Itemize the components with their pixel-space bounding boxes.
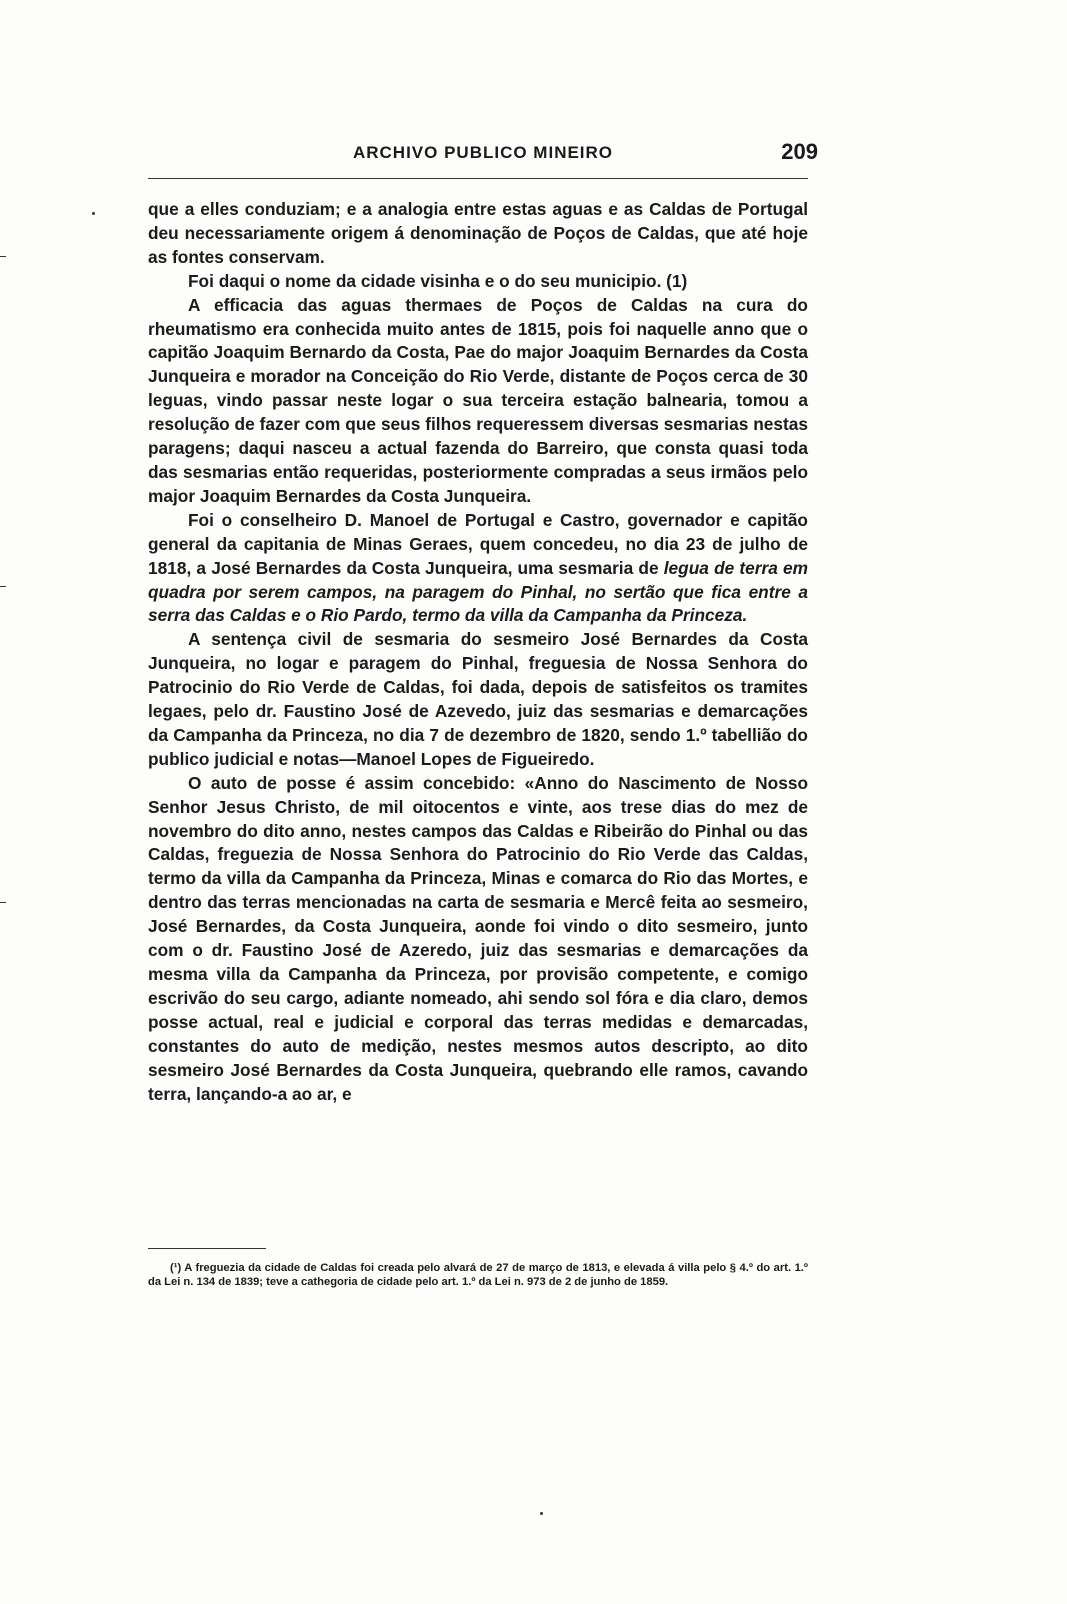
footnote <box>148 1262 808 1289</box>
paragraph: Foi daqui o nome da cidade visinha e o do seu municipio. (1) <box>188 270 688 291</box>
running-header <box>148 139 818 169</box>
paragraph <box>148 509 808 629</box>
paragraph-lead: Foi o conselheiro D. Manoel de Portugal e Castro, governador e capitão general da capitania de Minas Geraes, quem concedeu, no dia 23 de julho de 1818, a José Bernardes da Costa Junqueira, uma sesmaria de <box>148 509 808 578</box>
paragraph: que a elles conduziam; e a analogia entre estas aguas e as Caldas de Portugal deu necessariamente origem á denominação de Poços de Caldas, que até hoje as fontes conservam. <box>148 199 808 267</box>
running-title: ARCHIVO PUBLICO MINEIRO <box>352 143 614 162</box>
margin-mark <box>0 586 6 587</box>
stray-dot <box>540 1512 543 1515</box>
paragraph-italic: legua de terra em quadra por serem campos, na paragem do Pinhal, no sertão que fica entre a serra das Caldas e o Rio Pardo, termo da villa da Campanha da Princeza. <box>148 557 808 626</box>
paragraph: O auto de posse é assim concebido: «Anno do Nascimento de Nosso Senhor Jesus Christo, de mil oitocentos e vinte, aos trese dias do mez de novembro do dito anno, nestes campos das Caldas e Ribeirão do Pinhal ou das Caldas, freguezia de Nossa Senhora do Patrocinio do Rio Verde das Caldas, termo da villa da Campanha da Princeza, Minas e comarca do Rio das Mortes, e dentro das terras mencionadas na carta de sesmaria e Mercê feita ao sesmeiro, José Bernardes, da Costa Junqueira, aonde foi vindo o dito sesmeiro, junto com o dr. Faustino José de Azeredo, juiz das sesmarias e demarcações da mesma villa da Campanha da Princeza, por provisão competente, e comigo escrivão do seu cargo, adiante nomeado, ahi sendo sol fóra e dia claro, demos posse actual, real e judicial e corporal das terras medidas e demarcadas, constantes do auto de medição, nestes mesmos autos descripto, ao dito sesmeiro José Bernardes da Costa Junqueira, quebrando elle ramos, cavando terra, lançando-a ao ar, e <box>148 772 808 1104</box>
page-number: 209 <box>781 139 818 164</box>
footnote-text: (¹) A freguezia da cidade de Caldas foi creada pelo alvará de 27 de março de 1813, e elevada á villa pelo § 4.º do art. 1.º da Lei n. 134 de 1839; teve a cathegoria de cidade pelo art. 1.º da Lei n. 973 de 2 de junho de 1859. <box>148 1262 808 1288</box>
header-rule <box>148 178 808 179</box>
paragraph: A sentença civil de sesmaria do sesmeiro José Bernardes da Costa Junqueira, no logar e paragem do Pinhal, freguesia de Nossa Senhora do Patrocinio do Rio Verde de Caldas, foi dada, depois de satisfeitos os tramites legaes, pelo dr. Faustino José de Azevedo, juiz das sesmarias e demarcações da Campanha da Princeza, no dia 7 de dezembro de 1820, sendo 1.º tabellião do publico judicial e notas—Manoel Lopes de Figueiredo. <box>148 629 808 769</box>
margin-mark <box>0 902 6 903</box>
body-text <box>148 198 808 1106</box>
margin-mark <box>0 256 6 257</box>
footnote-rule <box>148 1248 266 1249</box>
paragraph: A efficacia das aguas thermaes de Poços de Caldas na cura do rheumatismo era conhecida muito antes de 1815, pois foi naquelle anno que o capitão Joaquim Bernardo da Costa, Pae do major Joaquim Bernardes da Costa Junqueira e morador na Conceição do Rio Verde, distante de Poços cerca de 30 leguas, vindo passar neste logar o sua terceira estação balnearia, tomou a resolução de fazer com que seus filhos requeressem diversas sesmarias nestas paragens; daqui nasceu a actual fazenda do Barreiro, que consta quasi toda das sesmarias então requeridas, posteriormente compradas a seus irmãos pelo major Joaquim Bernardes da Costa Junqueira. <box>148 294 808 506</box>
stray-dot <box>92 212 95 215</box>
